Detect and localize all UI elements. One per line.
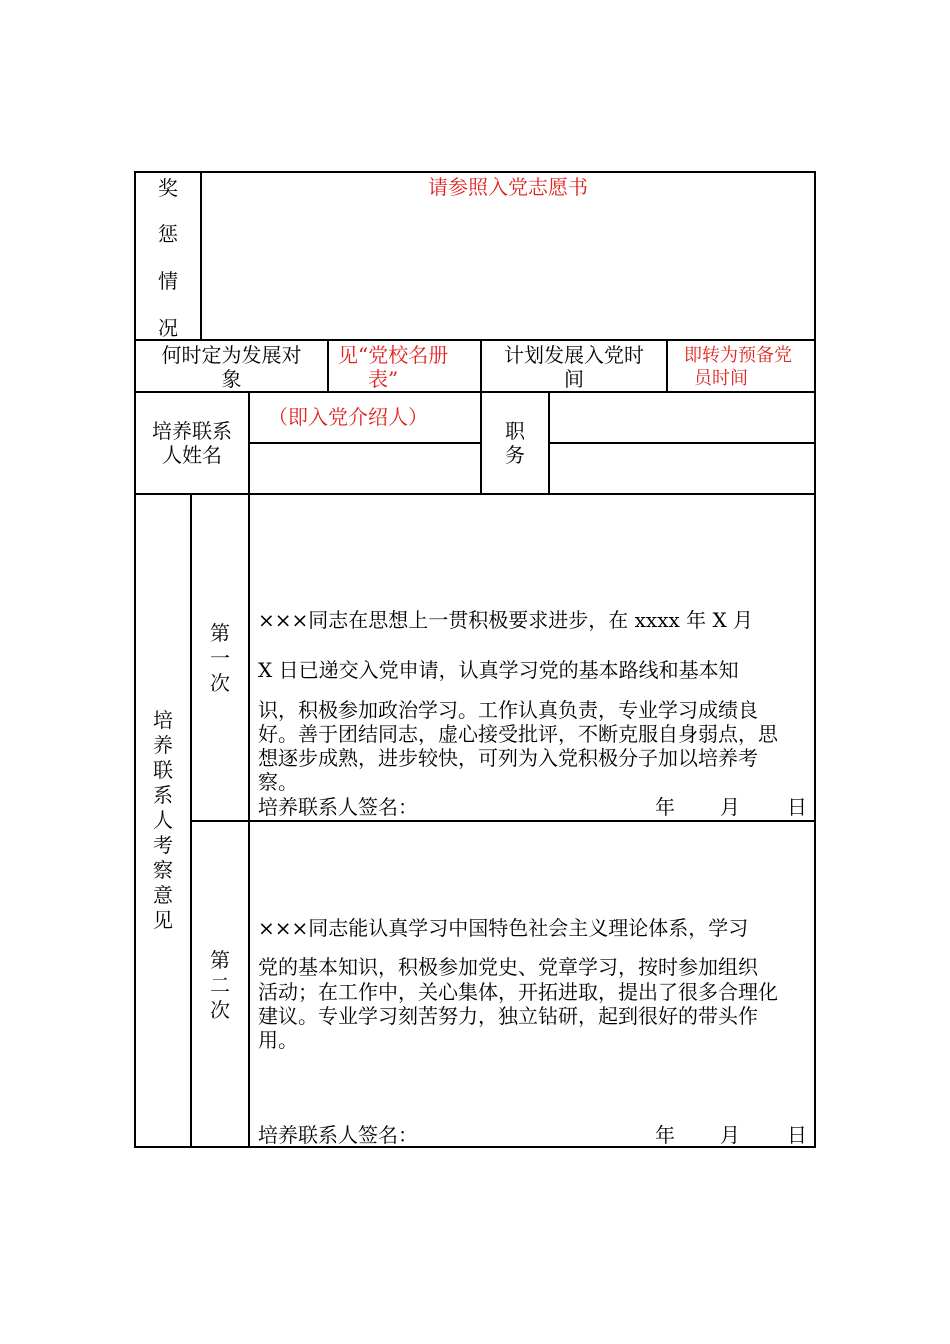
table-border-bottom	[134, 1146, 816, 1148]
first-signature-year: 年	[655, 795, 675, 819]
second-signature-day: 日	[787, 1123, 807, 1147]
first-review-line: 想逐步成熟，进步较快，可列为入党积极分子加以培养考	[258, 746, 758, 770]
contact-name-value: （即入党介绍人）	[268, 405, 428, 429]
duty-label: 务	[505, 443, 525, 467]
opinion-label-char: 人	[153, 808, 173, 832]
opinion-label-char: 察	[153, 858, 173, 882]
table-col-divider	[190, 493, 192, 1148]
table-cell-divider	[249, 442, 480, 444]
table-cell-divider	[191, 820, 816, 822]
planned-join-time-label: 间	[564, 367, 584, 391]
second-signature-label: 培养联系人签名：	[258, 1123, 418, 1147]
first-review-line: X 日已递交入党申请，认真学习党的基本路线和基本知	[258, 658, 739, 682]
awards-label-char: 惩	[158, 222, 178, 246]
first-review-label-char: 次	[210, 671, 230, 695]
when-dev-target-label: 何时定为发展对	[161, 343, 302, 367]
when-dev-target-value: 表”	[368, 367, 399, 391]
table-col-divider	[248, 391, 250, 1148]
second-review-line: 党的基本知识，积极参加党史、党章学习，按时参加组织	[258, 955, 758, 979]
table-border-right	[814, 171, 816, 1148]
table-cell-divider	[549, 442, 816, 444]
second-signature-year: 年	[655, 1123, 675, 1147]
contact-name-label: 培养联系	[152, 419, 232, 443]
awards-label-char: 况	[158, 316, 178, 340]
opinion-label-char: 考	[153, 833, 173, 857]
planned-join-time-value: 即转为预备党	[684, 345, 792, 366]
awards-label-char: 奖	[158, 176, 178, 200]
first-review-line: ×××同志在思想上一贯积极要求进步，在 xxxx 年 X 月	[258, 608, 754, 632]
table-row-divider	[134, 493, 816, 495]
first-signature-day: 日	[787, 795, 807, 819]
first-review-label-char: 第	[210, 621, 230, 645]
second-review-line: 活动；在工作中，关心集体，开拓进取，提出了很多合理化	[258, 980, 778, 1004]
planned-join-time-value: 员时间	[694, 368, 748, 389]
opinion-label-char: 联	[153, 758, 173, 782]
when-dev-target-value: 见“党校名册	[338, 343, 449, 367]
opinion-label-char: 见	[153, 908, 173, 932]
second-review-label-char: 第	[210, 948, 230, 972]
opinion-label-char: 养	[153, 733, 173, 757]
when-dev-target-label: 象	[221, 367, 242, 391]
second-review-line: 建议。专业学习刻苦努力，独立钻研，起到很好的带头作	[258, 1004, 758, 1028]
first-review-line: 好。善于团结同志，虚心接受批评，不断克服自身弱点，思	[258, 722, 778, 746]
second-review-label-char: 二	[210, 973, 230, 997]
opinion-label-char: 培	[153, 708, 173, 732]
awards-label-char: 情	[158, 269, 178, 293]
table-border-top	[134, 171, 816, 173]
first-signature-label: 培养联系人签名：	[258, 795, 418, 819]
table-col-divider	[548, 391, 550, 495]
planned-join-time-label: 计划发展入党时	[504, 343, 644, 367]
second-review-label-char: 次	[210, 998, 230, 1022]
first-review-line: 察。	[258, 770, 298, 794]
table-row-divider	[134, 391, 816, 393]
duty-label: 职	[505, 419, 525, 443]
table-row-divider	[134, 339, 816, 341]
first-review-line: 识，积极参加政治学习。工作认真负责，专业学习成绩良	[258, 698, 758, 722]
contact-name-label: 人姓名	[162, 443, 222, 467]
second-review-line: 用。	[258, 1028, 298, 1052]
opinion-label-char: 意	[153, 883, 173, 907]
awards-content: 请参照入党志愿书	[428, 175, 588, 199]
first-signature-month: 月	[720, 795, 740, 819]
first-review-label-char: 一	[210, 646, 230, 670]
table-col-divider	[327, 339, 329, 393]
second-signature-month: 月	[720, 1123, 740, 1147]
opinion-label-char: 系	[153, 783, 173, 807]
table-col-divider	[666, 339, 668, 393]
second-review-line: ×××同志能认真学习中国特色社会主义理论体系，学习	[258, 916, 749, 940]
